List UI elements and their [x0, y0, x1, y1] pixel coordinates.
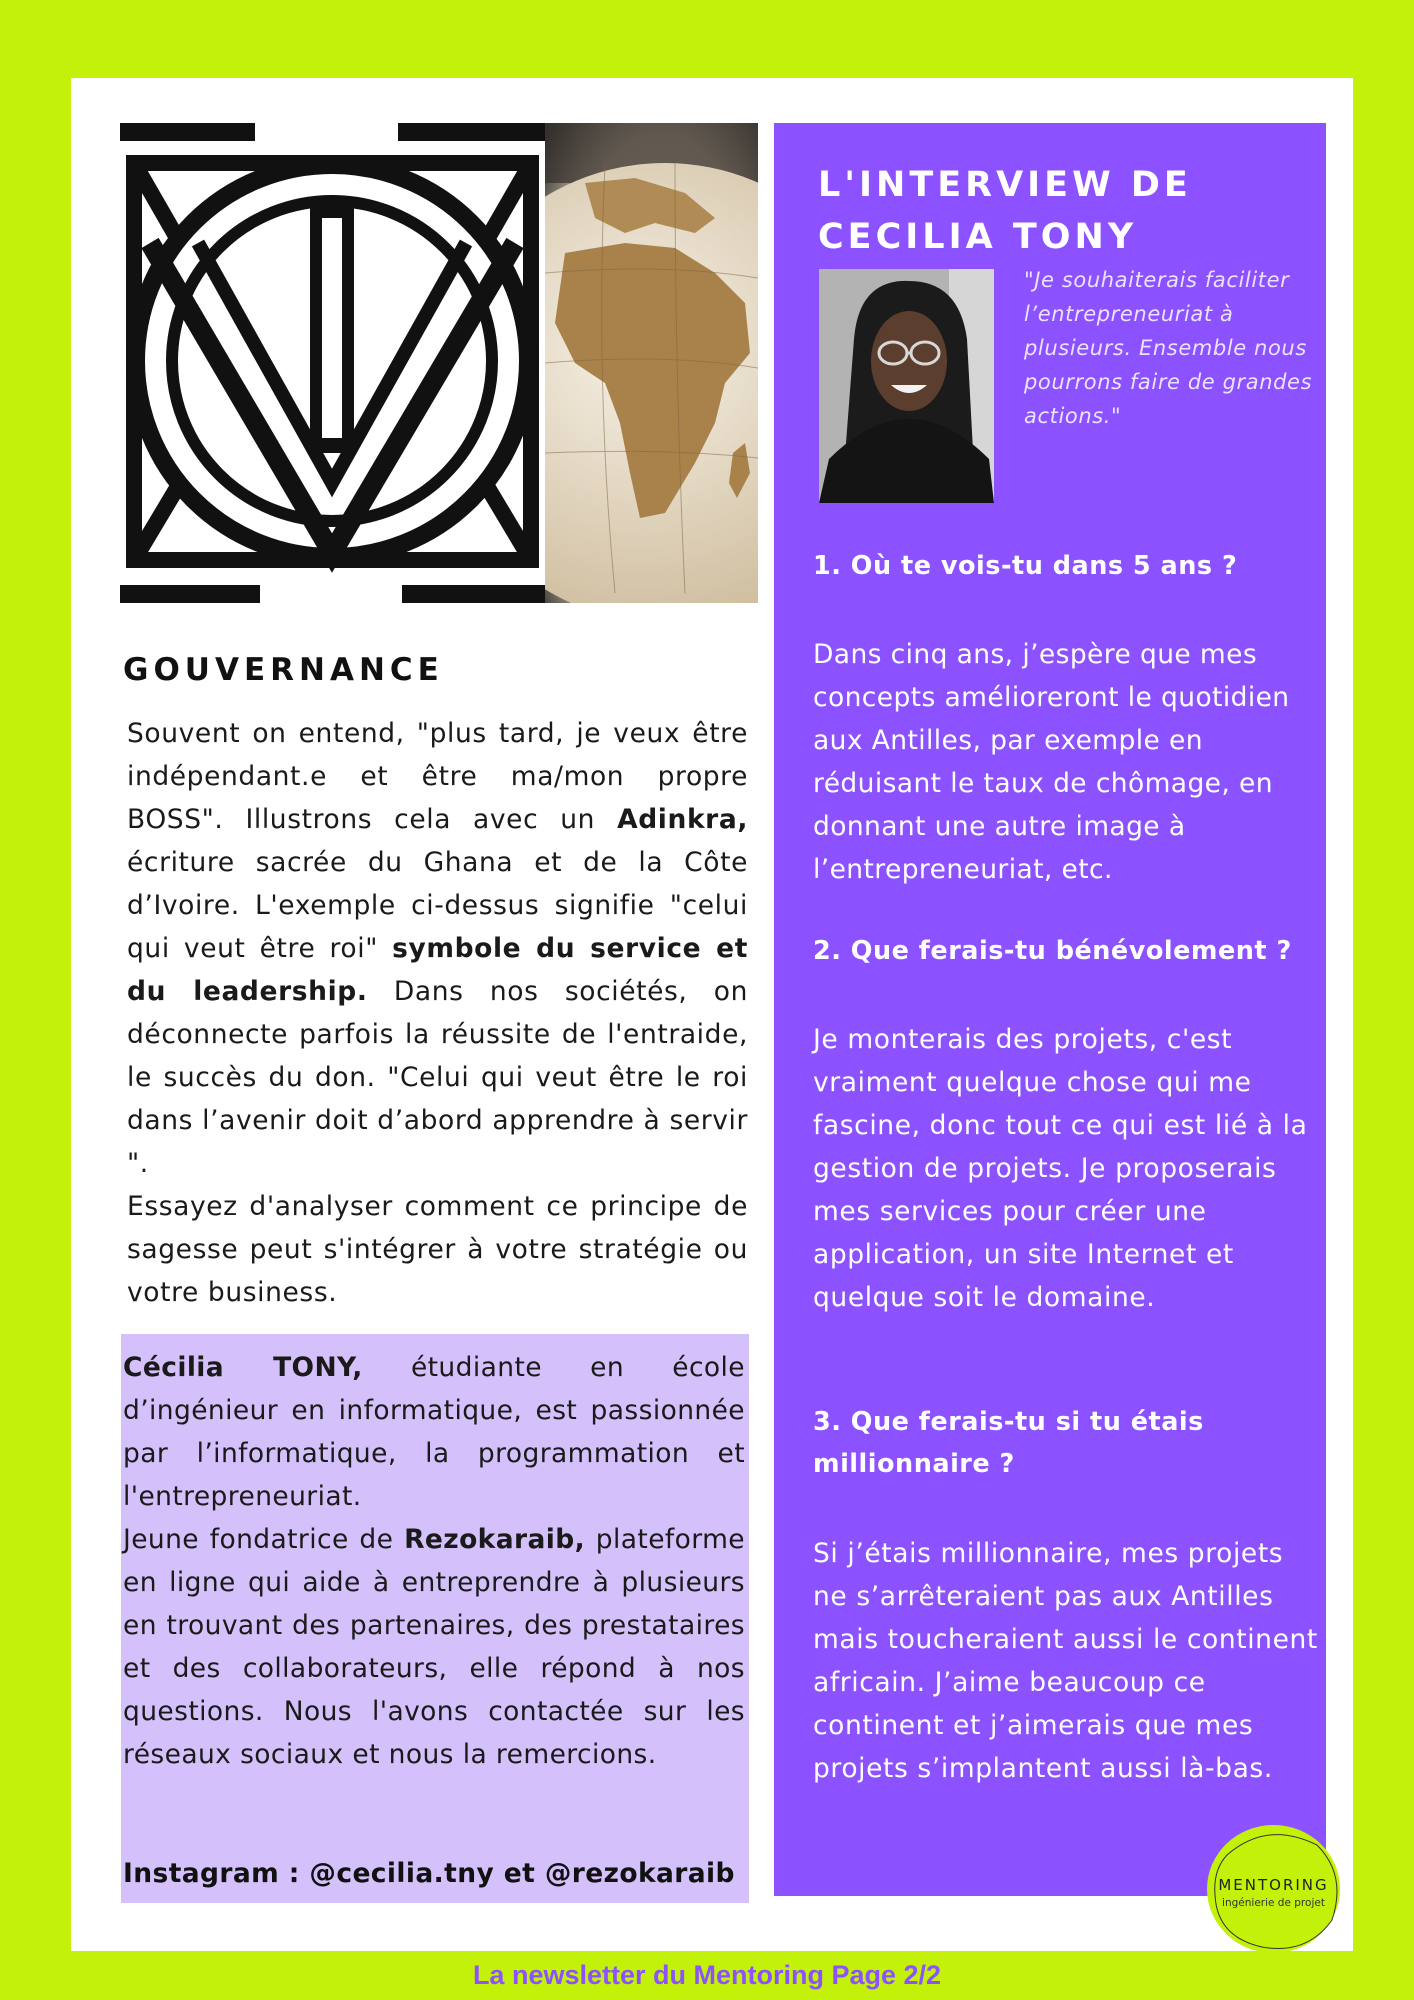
footer-text: La newsletter du Mentoring Page 2/2 [472, 1960, 942, 1990]
bio-rezokaraib: Rezokaraib, [404, 1524, 586, 1555]
mentoring-logo [1207, 1825, 1342, 1953]
interview-title-line-2: CECILIA TONY [818, 217, 1138, 257]
text-run: plateforme en ligne qui aide à entreprendre à plusieurs en trouvant des partenaires, des prestataires et des collaborateurs, elle répond à nos questions. Nous l'avons contactée sur les réseaux sociaux et nous la remercions. [123, 1524, 745, 1770]
interview-panel [774, 123, 1326, 1896]
bold-symbole: symbole du service et du leadership. [127, 933, 748, 1007]
text-run: Jeune fondatrice de [123, 1524, 405, 1555]
instagram-handles: Instagram : @cecilia.tny et @rezokaraib [123, 1858, 735, 1889]
question-3: 3. Que ferais-tu si tu étais millionnaire ? [813, 1407, 1204, 1479]
interview-title-line-1: L'INTERVIEW DE [818, 165, 1192, 205]
adinkra-symbol-image [120, 123, 545, 603]
text-run: Souvent on entend, "plus tard, je veux être indépendant.e et être ma/mon propre BOSS". Illustrons cela avec un [127, 718, 748, 835]
answer-2: Je monterais des projets, c'est vraiment quelque chose qui me fascine, donc tout ce qui est lié à la gestion de projets. Je proposerais mes services pour créer une application, un site Internet et quelque soit le domaine. [813, 1024, 1308, 1313]
question-2: 2. Que ferais-tu bénévolement ? [813, 936, 1292, 966]
bio-name: Cécilia TONY, [123, 1352, 363, 1383]
bio-box [121, 1334, 749, 1903]
portrait-image [819, 269, 994, 503]
text-run: étudiante en école d’ingénieur en informatique, est passionnée par l’informatique, la programmation et l'entrepreneuriat. [123, 1352, 746, 1512]
gouvernance-paragraph-2: Essayez d'analyser comment ce principe de sagesse peut s'intégrer à votre stratégie ou votre business. [127, 1191, 748, 1308]
bio-paragraph-1 [123, 1346, 745, 1518]
section-title-gouvernance: GOUVERNANCE [123, 652, 444, 688]
hero-image [120, 123, 758, 603]
globe-africa-image [545, 123, 758, 603]
gouvernance-body [127, 712, 748, 1314]
question-1: 1. Où te vois-tu dans 5 ans ? [813, 551, 1238, 581]
bio-paragraph-2 [123, 1518, 745, 1776]
answer-3: Si j’étais millionnaire, mes projets ne s’arrêteraient pas aux Antilles mais toucheraient aussi le continent africain. J’aime beaucoup ce continent et j’aimerais que mes projets s’implantent aussi là-bas. [813, 1538, 1318, 1784]
logo-tagline: ingénierie de projet [1222, 1897, 1325, 1909]
bold-adinkra: Adinkra, [617, 804, 748, 835]
interview-title [818, 159, 1192, 263]
gouvernance-paragraph [127, 712, 748, 1185]
text-run: écriture sacrée du Ghana et de la Côte d’Ivoire. L'exemple ci-dessus signifie "celui qui veut être roi" [127, 847, 748, 964]
answer-1: Dans cinq ans, j’espère que mes concepts amélioreront le quotidien aux Antilles, par exemple en réduisant le taux de chômage, en donnant une autre image à l’entrepreneuriat, etc. [813, 639, 1290, 885]
bio-text [123, 1346, 745, 1776]
text-run: Dans nos sociétés, on déconnecte parfois la réussite de l'entraide, le succès du don. "Celui qui veut être le roi dans l’avenir doit d’abord apprendre à servir ". [127, 976, 748, 1179]
logo-name: MENTORING [1218, 1876, 1329, 1894]
portrait-photo [819, 269, 994, 503]
interview-quote: "Je souhaiterais faciliter l’entrepreneuriat à plusieurs. Ensemble nous pourrons faire de grandes actions." [1024, 268, 1313, 428]
